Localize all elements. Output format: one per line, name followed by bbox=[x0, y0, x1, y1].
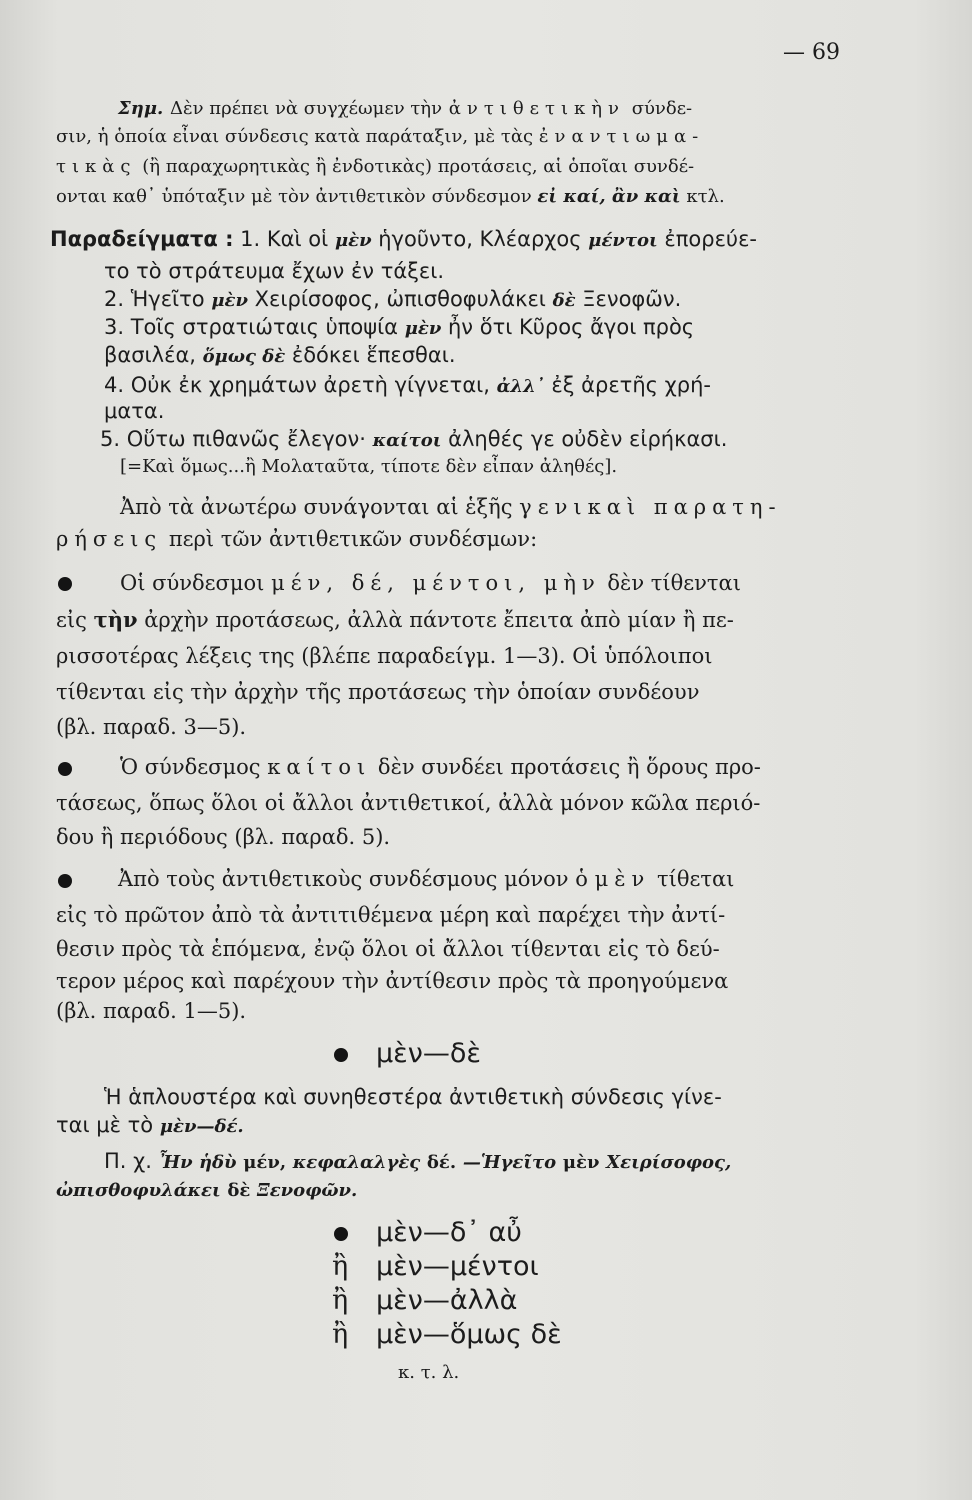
bullet-icon bbox=[58, 577, 72, 591]
note-line-1: Σημ. Δὲν πρέπει νὰ συγχέωμεν τὴν ἀντιθετικὴν σύνδε- bbox=[118, 98, 693, 119]
bullet-3-line-1: Ἀπὸ τοὺς ἀντιθετικοὺς συνδέσμους μόνον ὁ μὲν τίθεται bbox=[118, 867, 735, 891]
bullet-3-line-2: εἰς τὸ πρῶτον ἀπὸ τὰ ἀντιτιθέμενα μέρη καὶ παρέχει τὴν ἀντί- bbox=[56, 903, 726, 927]
or-label: ἢ bbox=[332, 1251, 349, 1282]
men-de-example-cont: ὠπισθοφυλάκει δὲ Ξενοφῶν. bbox=[56, 1180, 358, 1201]
bullet-3-line-3: θεσιν πρὸς τὰ ἑπόμενα, ἐνῷ ὅλοι οἱ ἄλλοι τίθενται εἰς τὸ δεύ- bbox=[56, 937, 720, 961]
examples-heading: Παραδείγματα : bbox=[50, 227, 234, 251]
men-de-para-1: Ἡ ἁπλουστέρα καὶ συνηθεστέρα ἀντιθετικὴ σύνδεσις γίνε- bbox=[104, 1085, 722, 1109]
example-4-cont: ματα. bbox=[104, 399, 165, 423]
example-3-cont: βασιλέα, ὅμως δὲ ἐδόκει ἕπεσθαι. bbox=[104, 343, 456, 367]
note-line-2: σιν, ἡ ὁποία εἶναι σύνδεσις κατὰ παράταξιν, μὲ τὰς ἐναντιωμα- bbox=[56, 126, 705, 147]
bullet-3-line-4: τερον μέρος καὶ παρέχουν τὴν ἀντίθεσιν πρὸς τὰ προηγούμενα bbox=[56, 969, 729, 993]
observations-intro-cont: ρήσεις περὶ τῶν ἀντιθετικῶν συνδέσμων: bbox=[56, 527, 538, 551]
variant-2: μὲν—μέντοι bbox=[376, 1251, 539, 1282]
bullet-1-line-3: ρισσοτέρας λέξεις της (βλέπε παραδείγμ. 1—3). Οἱ ὑπόλοιποι bbox=[56, 644, 713, 668]
variant-1: μὲν—δ᾿ αὖ bbox=[376, 1217, 522, 1248]
men-de-heading: μὲν—δὲ bbox=[376, 1038, 481, 1069]
example-3: 3. Τοῖς στρατιώταις ὑποψία μὲν ἦν ὅτι Κῦρος ἄγοι πρὸς bbox=[104, 315, 695, 339]
bullet-1-line-5: (βλ. παραδ. 3—5). bbox=[56, 715, 247, 739]
bullet-icon bbox=[334, 1227, 348, 1241]
or-label: ἢ bbox=[332, 1319, 349, 1350]
men-de-para-1-cont: ται μὲ τὸ μὲν—δέ. bbox=[56, 1113, 244, 1137]
observations-intro: Ἀπὸ τὰ ἀνωτέρω συνάγονται αἱ ἑξῆς γενικαὶ παρατη- bbox=[120, 495, 782, 519]
note-label: Σημ. bbox=[118, 98, 164, 119]
bullet-icon bbox=[58, 874, 72, 888]
bullet-1-line-2: εἰς τὴν ἀρχὴν προτάσεως, ἀλλὰ πάντοτε ἔπειτα ἀπὸ μίαν ἢ πε- bbox=[56, 607, 734, 632]
page-number: — 69 bbox=[783, 40, 840, 65]
variant-4: μὲν—ὅμως δὲ bbox=[376, 1319, 562, 1350]
men-de-example: Π. χ. Ἦν ἡδὺ μέν, κεφαλαλγὲς δέ. —Ἡγεῖτο μὲν Χειρίσοφος, bbox=[104, 1149, 732, 1173]
bullet-3-line-5: (βλ. παραδ. 1—5). bbox=[56, 999, 247, 1023]
example-2: 2. Ἡγεῖτο μὲν Χειρίσοφος, ὠπισθοφυλάκει δὲ Ξενοφῶν. bbox=[104, 287, 682, 311]
example-4: 4. Οὐκ ἐκ χρημάτων ἀρετὴ γίγνεται, ἀλλ᾿ ἐξ ἀρετῆς χρή- bbox=[104, 373, 711, 397]
bullet-icon bbox=[334, 1048, 348, 1062]
bullet-2-line-1: Ὁ σύνδεσμος καίτοι δὲν συνδέει προτάσεις ἢ ὅρους προ- bbox=[120, 755, 761, 779]
bullet-2-line-3: δου ἢ περιόδους (βλ. παραδ. 5). bbox=[56, 825, 391, 849]
or-label: ἢ bbox=[332, 1285, 349, 1316]
bullet-1-line-4: τίθενται εἰς τὴν ἀρχὴν τῆς προτάσεως τὴν ὁποίαν συνδέουν bbox=[56, 680, 700, 704]
note-line-3: τικὰς (ἢ παραχωρητικὰς ἢ ἐνδοτικὰς) προτάσεις, αἱ ὁποῖαι συνδέ- bbox=[56, 156, 695, 177]
example-1: Παραδείγματα : 1. Καὶ οἱ μὲν ἡγοῦντο, Κλέαρχος μέντοι ἐπορεύε- bbox=[50, 227, 758, 251]
etc-label: κ. τ. λ. bbox=[398, 1362, 460, 1383]
variant-3: μὲν—ἀλλὰ bbox=[376, 1285, 518, 1316]
example-5: 5. Οὕτω πιθανῶς ἔλεγον· καίτοι ἀληθές γε οὐδὲν εἰρήκασι. bbox=[100, 427, 728, 451]
bullet-icon bbox=[58, 762, 72, 776]
bullet-2-line-2: τάσεως, ὅπως ὅλοι οἱ ἄλλοι ἀντιθετικοί, ἀλλὰ μόνον κῶλα περιό- bbox=[56, 791, 761, 815]
example-5-cont: [=Καὶ ὅμως...ἢ Μολαταῦτα, τίποτε δὲν εἶπαν ἀληθές]. bbox=[120, 456, 618, 477]
example-1-cont: το τὸ στράτευμα ἔχων ἐν τάξει. bbox=[104, 259, 445, 283]
bullet-1-line-1: Οἱ σύνδεσμοι μέν, δέ, μέντοι, μὴν δὲν τίθενται bbox=[120, 571, 741, 595]
note-line-4: ονται καθ᾿ ὑπόταξιν μὲ τὸν ἀντιθετικὸν σύνδεσμον εἰ καί, ἂν καὶ κτλ. bbox=[56, 186, 725, 207]
